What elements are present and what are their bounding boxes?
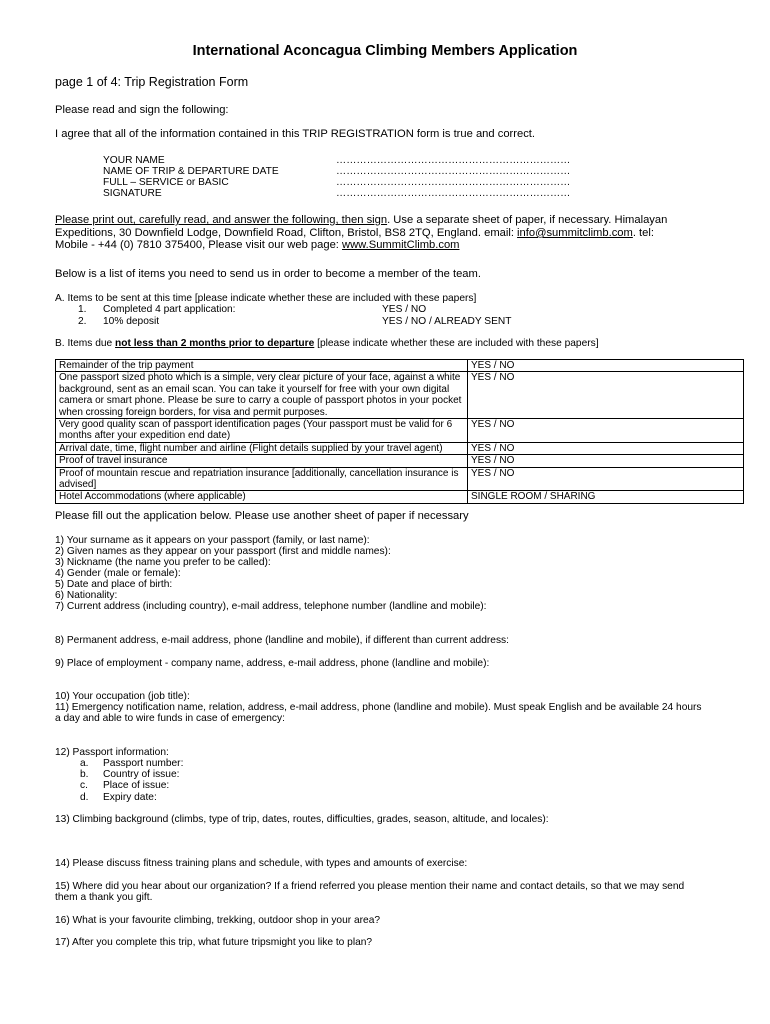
question-10[interactable]: 10) Your occupation (job title): [55, 691, 190, 702]
question-17[interactable]: 17) After you complete this trip, what future tripsmight you like to plan? [55, 937, 373, 948]
section-a-num-1: 1. [78, 304, 87, 315]
intro-line2-post: . tel: [632, 227, 654, 239]
table-row [56, 467, 744, 491]
table-cell-item: Proof of travel insurance [56, 455, 468, 467]
question-13[interactable]: 13) Climbing background (climbs, type of trip, dates, routes, difficulties, grades, season, altitude, and locales): [55, 814, 549, 825]
web-link[interactable]: www.SummitClimb.com [342, 239, 460, 251]
table-cell-item: Hotel Accommodations (where applicable) [56, 491, 468, 503]
sign-label-name: YOUR NAME [103, 155, 165, 166]
section-a-item-2: 10% deposit [103, 316, 160, 327]
read-sign-instruction: Please read and sign the following: [55, 104, 229, 116]
question-1[interactable]: 1) Your surname as it appears on your passport (family, or last name): [55, 535, 370, 546]
table-row [56, 455, 744, 467]
question-9[interactable]: 9) Place of employment - company name, address, e-mail address, phone (landline and mobile): [55, 658, 490, 669]
items-due-table [55, 359, 744, 504]
table-cell-option[interactable]: SINGLE ROOM / SHARING [468, 491, 744, 503]
section-a-options-2[interactable]: YES / NO / ALREADY SENT [382, 316, 512, 327]
section-a-item-1: Completed 4 part application: [103, 304, 236, 315]
question-7[interactable]: 7) Current address (including country), e-mail address, telephone number (landline and mobile): [55, 601, 487, 612]
question-12-letter-a: a. [80, 758, 89, 769]
email-link[interactable]: info@summitclimb.com [517, 227, 633, 239]
table-row [56, 419, 744, 443]
fill-out-instruction: Please fill out the application below. Please use another sheet of paper if necessary [55, 510, 469, 522]
table-cell-option[interactable]: YES / NO [468, 455, 744, 467]
sign-line-trip[interactable]: …………………………………………………………… [336, 166, 571, 177]
table-cell-option[interactable]: YES / NO [468, 360, 744, 372]
sign-line-service[interactable]: …………………………………………………………… [336, 177, 571, 188]
table-cell-item: Arrival date, time, flight number and airline (Flight details supplied by your travel agent) [56, 442, 468, 454]
question-2[interactable]: 2) Given names as they appear on your passport (first and middle names): [55, 546, 391, 557]
intro-line-2 [55, 227, 654, 239]
table-row [56, 360, 744, 372]
question-14[interactable]: 14) Please discuss fitness training plans and schedule, with types and amounts of exercise: [55, 858, 468, 869]
question-12-item-d[interactable]: Expiry date: [103, 792, 157, 803]
table-cell-option[interactable]: YES / NO [468, 419, 744, 443]
question-12-item-a[interactable]: Passport number: [103, 758, 184, 769]
table-cell-item: Proof of mountain rescue and repatriation insurance [additionally, cancellation insurance is advised] [56, 467, 468, 491]
section-b-heading [55, 338, 599, 350]
sign-label-trip: NAME OF TRIP & DEPARTURE DATE [103, 166, 279, 177]
question-15-line1[interactable]: 15) Where did you hear about our organization? If a friend referred you please mention their name and contact details, so that we may send [55, 881, 685, 892]
page-title: International Aconcagua Climbing Members Application [192, 43, 578, 59]
question-11-line1[interactable]: 11) Emergency notification name, relation, address, e-mail address, phone (landline and mobile). Must speak English and be available 24 hours [55, 702, 702, 713]
table-cell-option[interactable]: YES / NO [468, 442, 744, 454]
question-5[interactable]: 5) Date and place of birth: [55, 579, 173, 590]
question-12-item-c[interactable]: Place of issue: [103, 780, 170, 791]
table-cell-option[interactable]: YES / NO [468, 372, 744, 419]
question-16[interactable]: 16) What is your favourite climbing, trekking, outdoor shop in your area? [55, 915, 381, 926]
intro-underlined: Please print out, carefully read, and answer the following, then sign [55, 214, 388, 226]
sign-label-signature: SIGNATURE [103, 188, 162, 199]
question-11-line2: a day and able to wire funds in case of emergency: [55, 713, 285, 724]
table-row [56, 442, 744, 454]
intro-line3-pre: Mobile - +44 (0) 7810 375400, Please visit our web page: [55, 239, 343, 251]
section-b-deadline: not less than 2 months prior to departure [115, 338, 315, 349]
table-row [56, 372, 744, 419]
section-a-options-1[interactable]: YES / NO [382, 304, 427, 315]
table-cell-item: One passport sized photo which is a simple, very clear picture of your face, against a white background, sent as an email scan. You can take it yourself for free with your own digital camera or smart phone. Please be sure to carry a couple of passport photos in your pocket when crossing foreign borders, for visa and permit purposes. [56, 372, 468, 419]
page-label: page 1 of 4: Trip Registration Form [55, 75, 249, 89]
intro-line-1 [55, 214, 667, 226]
question-4[interactable]: 4) Gender (male or female): [55, 568, 181, 579]
intro-line1-rest: . Use a separate sheet of paper, if necessary. Himalayan [387, 214, 668, 226]
table-cell-item: Very good quality scan of passport identification pages (Your passport must be valid for 6 months after your expedition end date) [56, 419, 468, 443]
question-12-letter-b: b. [80, 769, 89, 780]
section-a-num-2: 2. [78, 316, 87, 327]
question-6[interactable]: 6) Nationality: [55, 590, 118, 601]
table-cell-option[interactable]: YES / NO [468, 467, 744, 491]
intro-line2-pre: Expeditions, 30 Downfield Lodge, Downfield Road, Clifton, Bristol, BS8 2TQ, England. email: [55, 227, 518, 239]
sign-label-service: FULL – SERVICE or BASIC [103, 177, 229, 188]
sign-line-signature[interactable]: …………………………………………………………… [336, 188, 571, 199]
sign-line-name[interactable]: …………………………………………………………… [336, 155, 571, 166]
question-12-letter-c: c. [80, 780, 88, 791]
question-12-letter-d: d. [80, 792, 89, 803]
question-15-line2: them a thank you gift. [55, 892, 153, 903]
question-8[interactable]: 8) Permanent address, e-mail address, phone (landline and mobile), if different than current address: [55, 635, 509, 646]
intro-line-3 [55, 239, 460, 251]
section-a-heading: A. Items to be sent at this time [please indicate whether these are included with these papers] [55, 293, 477, 304]
section-b-post: [please indicate whether these are included with these papers] [314, 338, 599, 349]
agreement-statement: I agree that all of the information contained in this TRIP REGISTRATION form is true and correct. [55, 128, 536, 140]
question-12: 12) Passport information: [55, 747, 169, 758]
below-list-text: Below is a list of items you need to send us in order to become a member of the team. [55, 268, 481, 280]
table-cell-item: Remainder of the trip payment [56, 360, 468, 372]
table-row [56, 491, 744, 503]
question-3[interactable]: 3) Nickname (the name you prefer to be called): [55, 557, 271, 568]
question-12-item-b[interactable]: Country of issue: [103, 769, 180, 780]
section-b-pre: B. Items due [55, 338, 116, 349]
